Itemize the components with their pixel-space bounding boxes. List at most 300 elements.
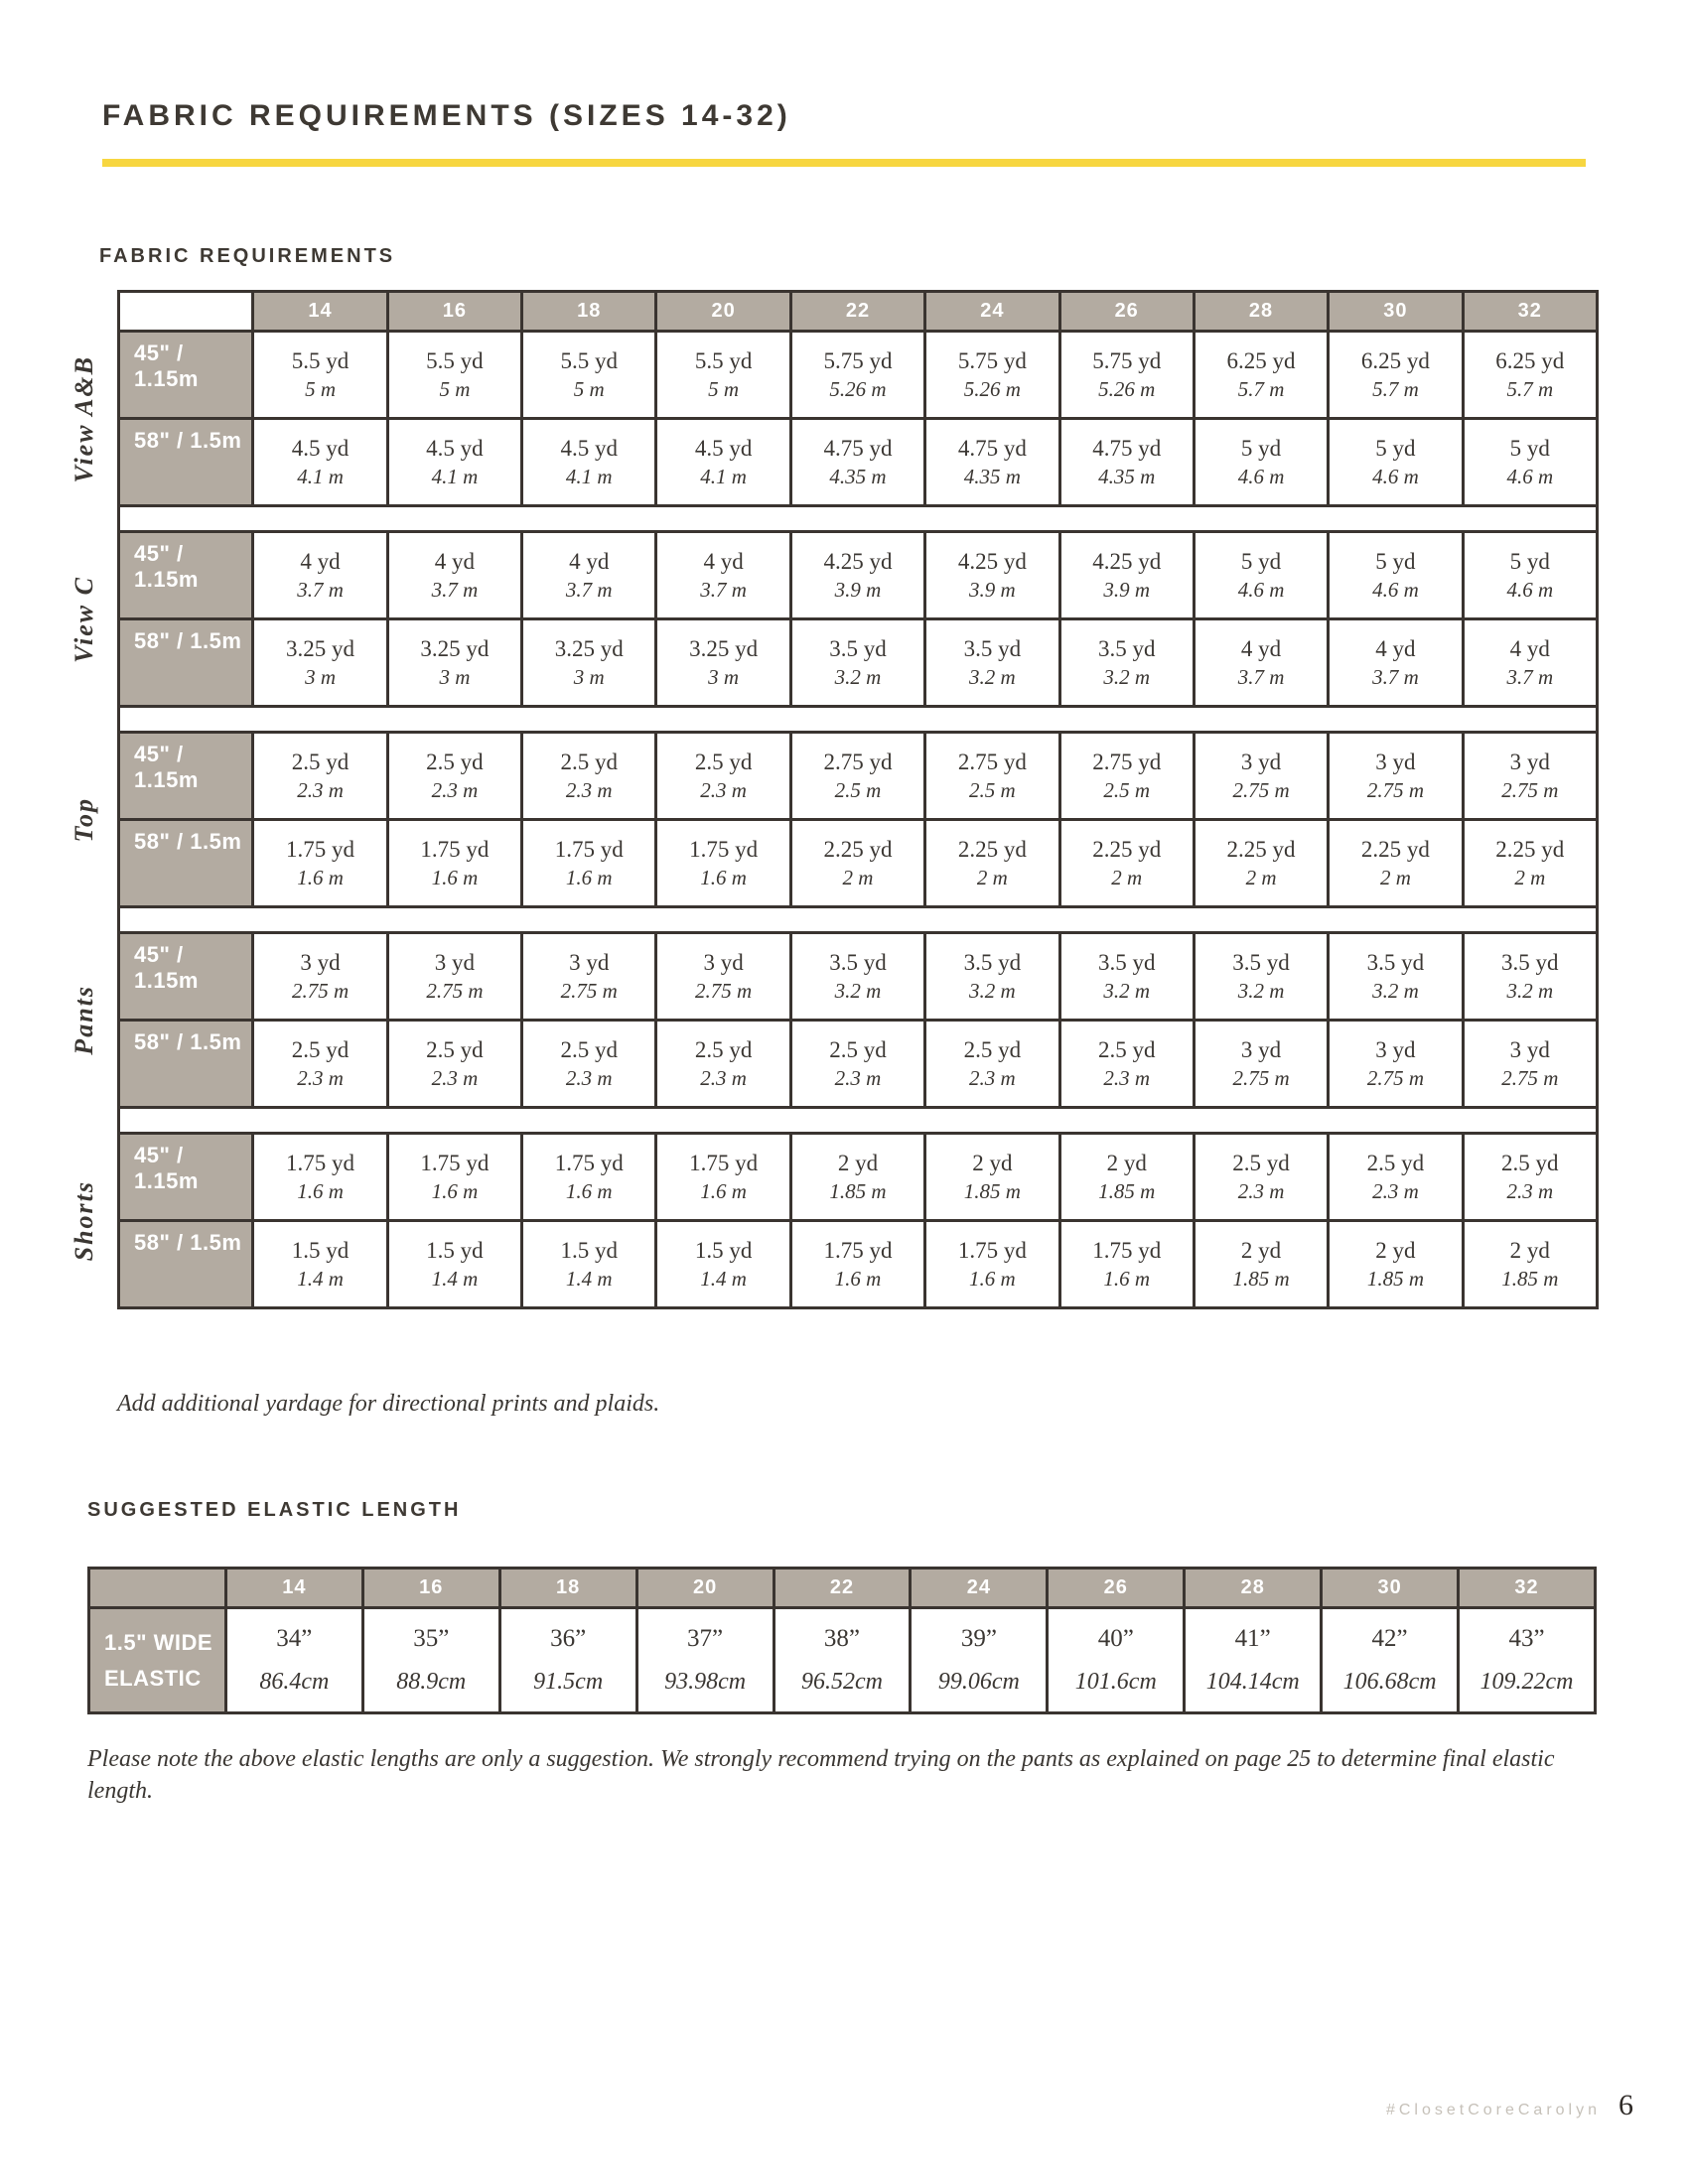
fabric-yardage-cell — [1059, 419, 1194, 506]
yards-value: 5 yd — [1240, 549, 1282, 575]
inches-value: 34” — [276, 1625, 313, 1653]
fabric-yardage-cell — [1194, 1134, 1328, 1221]
yards-value: 4.75 yd — [957, 436, 1027, 462]
fabric-yardage-cell — [1463, 532, 1597, 619]
meters-value: 2 m — [1379, 866, 1411, 890]
meters-value: 1.85 m — [1366, 1267, 1424, 1292]
fabric-width-label: 58" / 1.5m — [119, 419, 253, 506]
meters-value: 5 m — [708, 377, 740, 402]
fabric-yardage-cell — [656, 733, 790, 820]
yards-value: 3 yd — [300, 950, 341, 976]
yards-value: 1.75 yd — [957, 1238, 1027, 1264]
yards-value: 5 yd — [1509, 549, 1550, 575]
fabric-yardage-cell — [387, 933, 521, 1021]
fabric-yardage-cell — [253, 1221, 387, 1308]
fabric-yardage-cell — [656, 1134, 790, 1221]
yards-value: 2 yd — [972, 1151, 1013, 1176]
inches-value: 37” — [687, 1625, 724, 1653]
yards-value: 2 yd — [1509, 1238, 1550, 1264]
meters-value: 5.26 m — [1098, 377, 1156, 402]
yards-value: 2.5 yd — [1501, 1151, 1559, 1176]
elastic-corner-cell — [89, 1569, 226, 1608]
yards-value: 1.75 yd — [420, 1151, 490, 1176]
fabric-yardage-cell — [1194, 1221, 1328, 1308]
fabric-yardage-cell — [387, 733, 521, 820]
fabric-width-label: 58" / 1.5m — [119, 1221, 253, 1308]
meters-value: 3.2 m — [834, 979, 882, 1004]
size-column-header: 26 — [1059, 292, 1194, 332]
yards-value: 3 yd — [703, 950, 744, 976]
meters-value: 2.75 m — [1232, 778, 1290, 803]
yards-value: 2.25 yd — [823, 837, 893, 863]
fabric-yardage-cell — [656, 1021, 790, 1108]
yards-value: 5.75 yd — [823, 348, 893, 374]
meters-value: 3.7 m — [565, 578, 613, 603]
yards-value: 2.5 yd — [963, 1037, 1022, 1063]
fabric-yardage-cell — [790, 332, 924, 419]
fabric-width-label: 45" / 1.15m — [119, 1134, 253, 1221]
fabric-yardage-cell — [253, 532, 387, 619]
yards-value: 1.75 yd — [554, 837, 624, 863]
yards-value: 3 yd — [434, 950, 476, 976]
meters-value: 2.3 m — [297, 1066, 344, 1091]
meters-value: 2.5 m — [969, 778, 1016, 803]
meters-value: 1.4 m — [565, 1267, 613, 1292]
size-column-header: 24 — [925, 292, 1059, 332]
fabric-yardage-cell — [253, 332, 387, 419]
fabric-yardage-cell — [1463, 419, 1597, 506]
meters-value: 2.5 m — [1103, 778, 1151, 803]
meters-value: 3.7 m — [1372, 665, 1419, 690]
fabric-yardage-cell — [387, 332, 521, 419]
elastic-table-note: Please note the above elastic lengths are only a suggestion. We strongly recommend trying on the pants as explained on page 25 to determine final elastic length. — [87, 1746, 1555, 1805]
section-gap-cell — [119, 506, 1598, 532]
meters-value: 2.3 m — [431, 778, 479, 803]
yards-value: 4.5 yd — [560, 436, 618, 462]
meters-value: 4.1 m — [700, 465, 747, 489]
elastic-length-table — [87, 1567, 1597, 1714]
meters-value: 2.3 m — [834, 1066, 882, 1091]
yards-value: 3.5 yd — [1366, 950, 1425, 976]
yards-value: 3.25 yd — [554, 636, 624, 662]
fabric-yardage-cell — [1463, 619, 1597, 707]
meters-value: 2 m — [842, 866, 874, 890]
fabric-data-row — [119, 820, 1598, 907]
inches-value: 40” — [1097, 1625, 1134, 1653]
yards-value: 2.5 yd — [291, 1037, 350, 1063]
meters-value: 4.6 m — [1506, 578, 1554, 603]
fabric-yardage-cell — [1194, 733, 1328, 820]
meters-value: 4.35 m — [963, 465, 1021, 489]
fabric-data-row — [119, 733, 1598, 820]
meters-value: 2.75 m — [1501, 778, 1559, 803]
meters-value: 4.1 m — [431, 465, 479, 489]
yards-value: 2.25 yd — [1226, 837, 1296, 863]
yards-value: 3.5 yd — [1232, 950, 1290, 976]
fabric-yardage-cell — [1329, 332, 1463, 419]
meters-value: 2.3 m — [1237, 1179, 1285, 1204]
size-header-row — [119, 292, 1598, 332]
elastic-length-cell — [1185, 1608, 1322, 1713]
elastic-length-cell — [911, 1608, 1048, 1713]
fabric-yardage-cell — [1194, 532, 1328, 619]
fabric-yardage-cell — [1059, 933, 1194, 1021]
yards-value: 4 yd — [703, 549, 744, 575]
centimeters-value: 106.68cm — [1342, 1669, 1437, 1696]
size-column-header: 32 — [1459, 1569, 1596, 1608]
meters-value: 4.6 m — [1372, 465, 1419, 489]
yards-value: 6.25 yd — [1226, 348, 1296, 374]
yards-value: 2.25 yd — [1092, 837, 1162, 863]
meters-value: 3.2 m — [834, 665, 882, 690]
fabric-corner-cell — [119, 292, 253, 332]
elastic-label-line2: ELASTIC — [104, 1665, 202, 1691]
elastic-length-cell — [499, 1608, 636, 1713]
meters-value: 2.75 m — [1366, 1066, 1424, 1091]
fabric-data-row — [119, 1134, 1598, 1221]
yards-value: 4.25 yd — [1092, 549, 1162, 575]
meters-value: 1.6 m — [700, 866, 747, 890]
yards-value: 5.5 yd — [694, 348, 753, 374]
yards-value: 2.75 yd — [823, 750, 893, 775]
fabric-yardage-cell — [1059, 619, 1194, 707]
fabric-yardage-cell — [656, 933, 790, 1021]
yards-value: 3.5 yd — [963, 950, 1022, 976]
inches-value: 36” — [550, 1625, 587, 1653]
meters-value: 4.35 m — [1098, 465, 1156, 489]
size-column-header: 28 — [1185, 1569, 1322, 1608]
elastic-length-cell — [636, 1608, 774, 1713]
yards-value: 2.5 yd — [1366, 1151, 1425, 1176]
yards-value: 3.5 yd — [1501, 950, 1559, 976]
fabric-yardage-cell — [925, 419, 1059, 506]
meters-value: 1.6 m — [969, 1267, 1016, 1292]
inches-value: 39” — [960, 1625, 997, 1653]
fabric-data-row — [119, 1021, 1598, 1108]
meters-value: 3.7 m — [1237, 665, 1285, 690]
yards-value: 2.5 yd — [1097, 1037, 1156, 1063]
fabric-data-row — [119, 332, 1598, 419]
meters-value: 2.3 m — [700, 1066, 747, 1091]
yards-value: 2.5 yd — [694, 750, 753, 775]
fabric-yardage-cell — [925, 619, 1059, 707]
yards-value: 4.75 yd — [1092, 436, 1162, 462]
section-gap-row — [119, 707, 1598, 733]
fabric-yardage-cell — [790, 419, 924, 506]
fabric-yardage-cell — [925, 532, 1059, 619]
fabric-yardage-cell — [1194, 933, 1328, 1021]
centimeters-value: 104.14cm — [1205, 1669, 1300, 1696]
section-gap-cell — [119, 1108, 1598, 1134]
fabric-yardage-cell — [522, 933, 656, 1021]
size-column-header: 14 — [225, 1569, 362, 1608]
yards-value: 2 yd — [1106, 1151, 1147, 1176]
section-gap-cell — [119, 707, 1598, 733]
page-footer — [1386, 2089, 1633, 2122]
yards-value: 3.5 yd — [829, 636, 887, 662]
fabric-yardage-cell — [387, 1221, 521, 1308]
yards-value: 4.25 yd — [957, 549, 1027, 575]
yards-value: 1.75 yd — [689, 837, 759, 863]
size-column-header: 20 — [656, 292, 790, 332]
inches-value: 43” — [1508, 1625, 1545, 1653]
size-column-header: 30 — [1329, 292, 1463, 332]
page-number: 6 — [1618, 2089, 1633, 2121]
fabric-yardage-cell — [1059, 532, 1194, 619]
yards-value: 3 yd — [1375, 750, 1416, 775]
fabric-data-row — [119, 619, 1598, 707]
yards-value: 5.75 yd — [957, 348, 1027, 374]
fabric-yardage-cell — [1194, 332, 1328, 419]
meters-value: 5.7 m — [1372, 377, 1419, 402]
yards-value: 3.25 yd — [286, 636, 355, 662]
meters-value: 1.85 m — [829, 1179, 887, 1204]
garment-group-label: Top — [70, 796, 98, 842]
yards-value: 4 yd — [1509, 636, 1550, 662]
meters-value: 2.3 m — [1372, 1179, 1419, 1204]
elastic-length-heading: SUGGESTED ELASTIC LENGTH — [87, 1499, 462, 1521]
meters-value: 3.2 m — [1103, 979, 1151, 1004]
yards-value: 6.25 yd — [1495, 348, 1565, 374]
yards-value: 2.5 yd — [1232, 1151, 1290, 1176]
fabric-yardage-cell — [656, 1221, 790, 1308]
fabric-yardage-cell — [790, 532, 924, 619]
garment-group-label: Pants — [70, 985, 98, 1055]
fabric-yardage-cell — [1329, 532, 1463, 619]
yards-value: 2.5 yd — [829, 1037, 887, 1063]
meters-value: 3.7 m — [1506, 665, 1554, 690]
yards-value: 2.25 yd — [957, 837, 1027, 863]
meters-value: 5.7 m — [1237, 377, 1285, 402]
size-column-header: 22 — [774, 1569, 911, 1608]
meters-value: 2.75 m — [1366, 778, 1424, 803]
fabric-yardage-cell — [253, 419, 387, 506]
garment-group-label: View A&B — [70, 354, 98, 482]
fabric-yardage-cell — [656, 532, 790, 619]
fabric-yardage-cell — [790, 619, 924, 707]
meters-value: 1.85 m — [1501, 1267, 1559, 1292]
fabric-table — [117, 290, 1599, 1309]
size-column-header: 28 — [1194, 292, 1328, 332]
size-column-header: 16 — [387, 292, 521, 332]
size-column-header: 24 — [911, 1569, 1048, 1608]
fabric-yardage-cell — [522, 1021, 656, 1108]
meters-value: 2.75 m — [695, 979, 753, 1004]
yards-value: 4 yd — [434, 549, 476, 575]
fabric-yardage-cell — [1329, 820, 1463, 907]
yards-value: 2 yd — [1240, 1238, 1282, 1264]
fabric-yardage-cell — [253, 1134, 387, 1221]
size-column-header: 18 — [499, 1569, 636, 1608]
yards-value: 1.75 yd — [286, 837, 355, 863]
elastic-table — [87, 1567, 1597, 1714]
meters-value: 5.26 m — [829, 377, 887, 402]
fabric-yardage-cell — [253, 820, 387, 907]
fabric-yardage-cell — [1463, 1221, 1597, 1308]
fabric-yardage-cell — [1329, 733, 1463, 820]
size-column-header: 26 — [1048, 1569, 1185, 1608]
yards-value: 5 yd — [1375, 549, 1416, 575]
meters-value: 1.85 m — [1098, 1179, 1156, 1204]
fabric-yardage-cell — [1329, 1134, 1463, 1221]
meters-value: 4.1 m — [297, 465, 344, 489]
meters-value: 1.6 m — [431, 866, 479, 890]
meters-value: 1.85 m — [963, 1179, 1021, 1204]
yards-value: 1.75 yd — [420, 837, 490, 863]
fabric-yardage-cell — [656, 820, 790, 907]
meters-value: 2.5 m — [834, 778, 882, 803]
meters-value: 3.9 m — [1103, 578, 1151, 603]
fabric-yardage-cell — [656, 419, 790, 506]
fabric-yardage-cell — [522, 733, 656, 820]
fabric-yardage-cell — [387, 419, 521, 506]
fabric-yardage-cell — [1194, 619, 1328, 707]
fabric-yardage-cell — [253, 933, 387, 1021]
yards-value: 1.5 yd — [560, 1238, 618, 1264]
meters-value: 1.6 m — [1103, 1267, 1151, 1292]
yards-value: 1.75 yd — [554, 1151, 624, 1176]
fabric-yardage-cell — [1329, 1021, 1463, 1108]
fabric-yardage-cell — [253, 619, 387, 707]
size-header-row — [89, 1569, 1596, 1608]
fabric-yardage-cell — [1463, 332, 1597, 419]
yards-value: 2.5 yd — [426, 1037, 484, 1063]
size-column-header: 22 — [790, 292, 924, 332]
yards-value: 2 yd — [1375, 1238, 1416, 1264]
yards-value: 3 yd — [1240, 750, 1282, 775]
elastic-length-cell — [1322, 1608, 1459, 1713]
meters-value: 4.6 m — [1237, 578, 1285, 603]
fabric-yardage-cell — [790, 820, 924, 907]
yards-value: 5.5 yd — [291, 348, 350, 374]
fabric-yardage-cell — [522, 332, 656, 419]
yards-value: 4.5 yd — [426, 436, 484, 462]
fabric-yardage-cell — [1463, 1021, 1597, 1108]
elastic-length-cell — [1048, 1608, 1185, 1713]
fabric-yardage-cell — [656, 619, 790, 707]
meters-value: 4.1 m — [565, 465, 613, 489]
fabric-data-row — [119, 1221, 1598, 1308]
meters-value: 1.6 m — [297, 1179, 344, 1204]
centimeters-value: 93.98cm — [664, 1669, 747, 1696]
meters-value: 4.6 m — [1372, 578, 1419, 603]
fabric-width-label: 45" / 1.15m — [119, 933, 253, 1021]
fabric-yardage-cell — [253, 1021, 387, 1108]
yards-value: 5.5 yd — [560, 348, 618, 374]
fabric-yardage-cell — [1329, 1221, 1463, 1308]
yards-value: 4.75 yd — [823, 436, 893, 462]
meters-value: 2.75 m — [1501, 1066, 1559, 1091]
meters-value: 3.2 m — [1103, 665, 1151, 690]
meters-value: 3 m — [573, 665, 605, 690]
yards-value: 1.75 yd — [286, 1151, 355, 1176]
centimeters-value: 99.06cm — [937, 1669, 1020, 1696]
yards-value: 1.5 yd — [694, 1238, 753, 1264]
yards-value: 3 yd — [1375, 1037, 1416, 1063]
fabric-yardage-cell — [387, 619, 521, 707]
fabric-yardage-cell — [1059, 332, 1194, 419]
yards-value: 1.75 yd — [823, 1238, 893, 1264]
fabric-yardage-cell — [1463, 733, 1597, 820]
meters-value: 3.7 m — [700, 578, 747, 603]
meters-value: 2 m — [1514, 866, 1546, 890]
fabric-yardage-cell — [522, 532, 656, 619]
yards-value: 2.75 yd — [957, 750, 1027, 775]
fabric-table-heading: FABRIC REQUIREMENTS — [99, 245, 396, 267]
centimeters-value: 96.52cm — [800, 1669, 883, 1696]
fabric-yardage-cell — [522, 1221, 656, 1308]
meters-value: 3 m — [708, 665, 740, 690]
fabric-yardage-cell — [925, 1134, 1059, 1221]
fabric-width-label: 58" / 1.5m — [119, 1021, 253, 1108]
meters-value: 3.2 m — [1506, 979, 1554, 1004]
meters-value: 2.3 m — [1103, 1066, 1151, 1091]
fabric-yardage-cell — [522, 419, 656, 506]
yards-value: 1.5 yd — [291, 1238, 350, 1264]
fabric-width-label: 58" / 1.5m — [119, 820, 253, 907]
fabric-yardage-cell — [1463, 1134, 1597, 1221]
garment-group-label: View C — [70, 575, 98, 663]
meters-value: 2.75 m — [1232, 1066, 1290, 1091]
meters-value: 5 m — [439, 377, 471, 402]
yards-value: 5.75 yd — [1092, 348, 1162, 374]
yards-value: 2.5 yd — [291, 750, 350, 775]
elastic-length-cell — [774, 1608, 911, 1713]
fabric-yardage-cell — [1329, 419, 1463, 506]
title-underline-rule — [102, 159, 1586, 167]
yards-value: 2.25 yd — [1360, 837, 1430, 863]
meters-value: 3.9 m — [834, 578, 882, 603]
meters-value: 5 m — [305, 377, 336, 402]
fabric-yardage-cell — [925, 933, 1059, 1021]
size-column-header: 20 — [636, 1569, 774, 1608]
fabric-yardage-cell — [522, 619, 656, 707]
yards-value: 2.5 yd — [694, 1037, 753, 1063]
meters-value: 5.26 m — [963, 377, 1021, 402]
meters-value: 2.75 m — [560, 979, 618, 1004]
yards-value: 5 yd — [1375, 436, 1416, 462]
meters-value: 2.3 m — [1506, 1179, 1554, 1204]
fabric-table-note: Add additional yardage for directional prints and plaids. — [117, 1391, 660, 1417]
yards-value: 5 yd — [1240, 436, 1282, 462]
size-column-header: 14 — [253, 292, 387, 332]
garment-group-label: Shorts — [70, 1180, 98, 1262]
fabric-width-label: 45" / 1.15m — [119, 733, 253, 820]
yards-value: 4 yd — [569, 549, 610, 575]
fabric-yardage-cell — [790, 1021, 924, 1108]
fabric-width-label: 58" / 1.5m — [119, 619, 253, 707]
page-title: FABRIC REQUIREMENTS (SIZES 14-32) — [102, 99, 791, 132]
yards-value: 2.75 yd — [1092, 750, 1162, 775]
fabric-yardage-cell — [387, 532, 521, 619]
section-gap-row — [119, 506, 1598, 532]
yards-value: 2.25 yd — [1495, 837, 1565, 863]
meters-value: 4.35 m — [829, 465, 887, 489]
fabric-data-row — [119, 532, 1598, 619]
fabric-data-row — [119, 933, 1598, 1021]
fabric-yardage-cell — [790, 933, 924, 1021]
fabric-yardage-cell — [1194, 419, 1328, 506]
fabric-yardage-cell — [1059, 1021, 1194, 1108]
fabric-yardage-cell — [253, 733, 387, 820]
section-gap-row — [119, 907, 1598, 933]
yards-value: 3 yd — [1509, 1037, 1550, 1063]
elastic-row-label — [89, 1608, 226, 1713]
fabric-yardage-cell — [790, 733, 924, 820]
fabric-yardage-cell — [1194, 820, 1328, 907]
meters-value: 3.9 m — [969, 578, 1016, 603]
yards-value: 4.25 yd — [823, 549, 893, 575]
